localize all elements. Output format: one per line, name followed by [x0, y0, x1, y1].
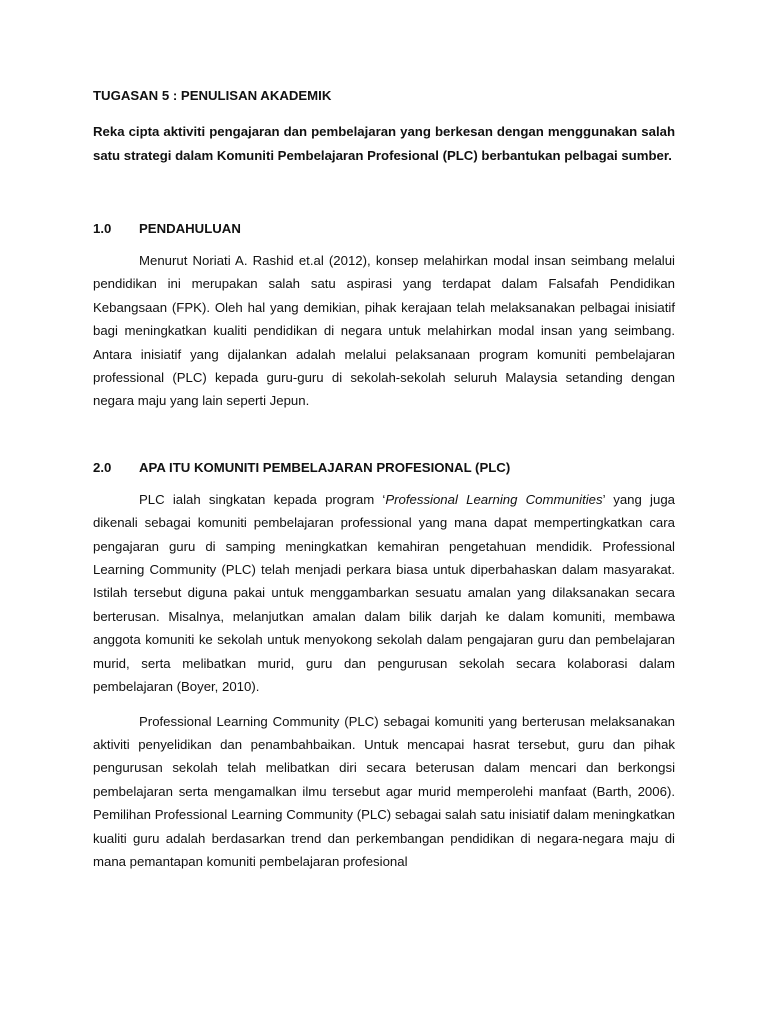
document-page	[93, 86, 675, 873]
section-2-paragraph-2: Professional Learning Community (PLC) sebagai komuniti yang berterusan melaksanakan aktiviti penyelidikan dan penambahbaikan. Untuk mencapai hasrat tersebut, guru dan pihak pengurusan sekolah telah melibatkan diri secara beterusan dalam mencari dan berkongsi pembelajaran serta mengamalkan ilmu tersebut agar murid memperolehi manfaat (Barth, 2006). Pemilihan Professional Learning Community (PLC) sebagai salah satu inisiatif dalam meningkatkan kualiti guru adalah berdasarkan trend dan perkembangan pendidikan di negara-negara maju di mana pemantapan komuniti pembelajaran profesional	[93, 713, 675, 869]
section-2-paragraph-1	[93, 488, 675, 699]
paragraph-text: ’ yang juga dikenali sebagai komuniti pembelajaran professional yang mana dapat mempertingkatkan cara pengajaran guru di samping meningkatkan kemahiran pengetahuan mendidik. Professional Learning Community (PLC) telah menjadi perkara biasa untuk diperbahaskan dalam masyarakat. Istilah tersebut diguna pakai untuk menggambarkan sesuatu amalan yang dilaksanakan secara berterusan. Misalnya, melanjutkan amalan dalam bilik darjah ke dalam komuniti, membawa anggota komuniti ke sekolah untuk menyokong sekolah dalam pengajaran guru dan pembelajaran murid, serta melibatkan murid, guru dan pengurusan sekolah secara kolaborasi dalam pembelajaran (Boyer, 2010).	[93, 491, 675, 695]
section-title-2: APA ITU KOMUNITI PEMBELAJARAN PROFESIONAL (PLC)	[139, 459, 511, 475]
section-1-paragraph: Menurut Noriati A. Rashid et.al (2012), konsep melahirkan modal insan seimbang melalui pendidikan ini merupakan salah satu aspirasi yang terdapat dalam Falsafah Pendidikan Kebangsaan (FPK). Oleh hal yang demikian, pihak kerajaan telah melaksanakan pelbagai inisiatif bagi meningkatkan kualiti pendidikan di negara untuk melahirkan modal insan yang seimbang. Antara inisiatif yang dijalankan adalah melalui pelaksanaan program komuniti pembelajaran professional (PLC) kepada guru-guru di sekolah-sekolah seluruh Malaysia setanding dengan negara maju yang lain seperti Jepun.	[93, 253, 675, 409]
section-heading-1	[93, 219, 675, 239]
document-title: TUGASAN 5 : PENULISAN AKADEMIK	[93, 88, 332, 103]
paragraph-text: PLC ialah singkatan kepada program ‘	[139, 491, 386, 507]
section-number-2: 2.0	[93, 459, 112, 475]
section-heading-2	[93, 458, 675, 478]
italic-term: Professional Learning Communities	[385, 491, 603, 507]
section-title-1: PENDAHULUAN	[139, 221, 241, 236]
section-number-1: 1.0	[93, 221, 112, 236]
task-statement: Reka cipta aktiviti pengajaran dan pembelajaran yang berkesan dengan menggunakan salah satu strategi dalam Komuniti Pembelajaran Profesional (PLC) berbantukan pelbagai sumber.	[93, 124, 675, 163]
